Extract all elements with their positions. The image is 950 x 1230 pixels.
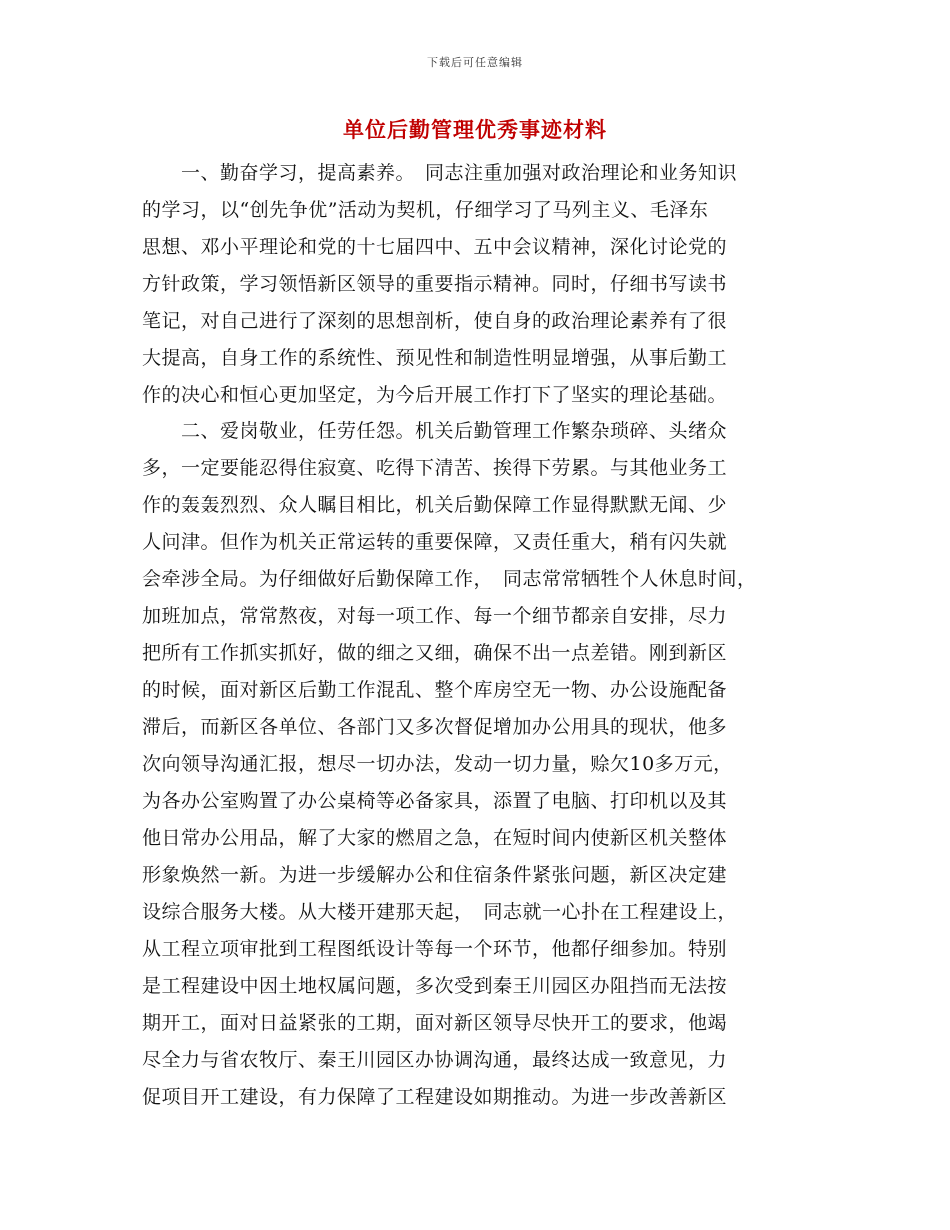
body-line: 会牵涉全局。为仔细做好后勤保障工作， 同志常常牺牲个人休息时间， — [142, 568, 757, 590]
body-line: 是工程建设中因土地权属问题，多次受到秦王川园区办阻挡而无法按 — [142, 975, 728, 997]
body-line: 作的决心和恒心更加坚定，为今后开展工作打下了坚实的理论基础。 — [142, 384, 728, 406]
body-line: 次向领导沟通汇报，想尽一切办法，发动一切力量，赊欠10多万元， — [142, 753, 733, 775]
body-line: 作的轰轰烈烈、众人瞩目相比，机关后勤保障工作显得默默无闻、少 — [142, 494, 728, 516]
body-line: 大提高，自身工作的系统性、预见性和制造性明显增强，从事后勤工 — [142, 347, 728, 369]
body-line: 滞后，而新区各单位、各部门又多次督促增加办公用具的现状，他多 — [142, 716, 728, 738]
page-header-note: 下载后可任意编辑 — [427, 56, 523, 69]
body-line: 多，一定要能忍得住寂寞、吃得下清苦、挨得下劳累。与其他业务工 — [142, 457, 728, 479]
body-line: 把所有工作抓实抓好，做的细之又细，确保不出一点差错。刚到新区 — [142, 642, 728, 664]
body-line: 人问津。但作为机关正常运转的重要保障，又责任重大，稍有闪失就 — [142, 531, 728, 553]
body-line: 他日常办公用品，解了大家的燃眉之急，在短时间内使新区机关整体 — [142, 827, 728, 849]
document-title: 单位后勤管理优秀事迹材料 — [343, 117, 607, 142]
body-line: 从工程立项审批到工程图纸设计等每一个环节，他都仔细参加。特别 — [142, 938, 728, 960]
body-line: 的学习，以“创先争优”活动为契机，仔细学习了马列主义、毛泽东 — [142, 199, 709, 221]
body-line: 加班加点，常常熬夜，对每一项工作、每一个细节都亲自安排，尽力 — [142, 605, 728, 627]
body-line: 为各办公室购置了办公桌椅等必备家具，添置了电脑、打印机以及其 — [142, 790, 728, 812]
body-line: 尽全力与省农牧厅、秦王川园区办协调沟通，最终达成一致意见，力 — [142, 1049, 728, 1071]
body-line: 期开工，面对日益紧张的工期，面对新区领导尽快开工的要求，他竭 — [142, 1012, 728, 1034]
body-line: 促项目开工建设，有力保障了工程建设如期推动。为进一步改善新区 — [142, 1086, 728, 1108]
body-line: 方针政策，学习领悟新区领导的重要指示精神。同时，仔细书写读书 — [142, 273, 728, 295]
body-line: 形象焕然一新。为进一步缓解办公和住宿条件紧张问题，新区决定建 — [142, 864, 728, 886]
body-line: 笔记，对自己进行了深刻的思想剖析，使自身的政治理论素养有了很 — [142, 310, 728, 332]
body-line: 设综合服务大楼。从大楼开建那天起， 同志就一心扑在工程建设上， — [142, 901, 738, 923]
body-line: 二、爱岗敬业，任劳任怨。机关后勤管理工作繁杂琐碎、头绪众 — [142, 420, 728, 442]
body-line: 一、勤奋学习，提高素养。 同志注重加强对政治理论和业务知识 — [142, 162, 738, 184]
body-line: 思想、邓小平理论和党的十七届四中、五中会议精神，深化讨论党的 — [142, 236, 728, 258]
body-line: 的时候，面对新区后勤工作混乱、整个库房空无一物、办公设施配备 — [142, 679, 728, 701]
